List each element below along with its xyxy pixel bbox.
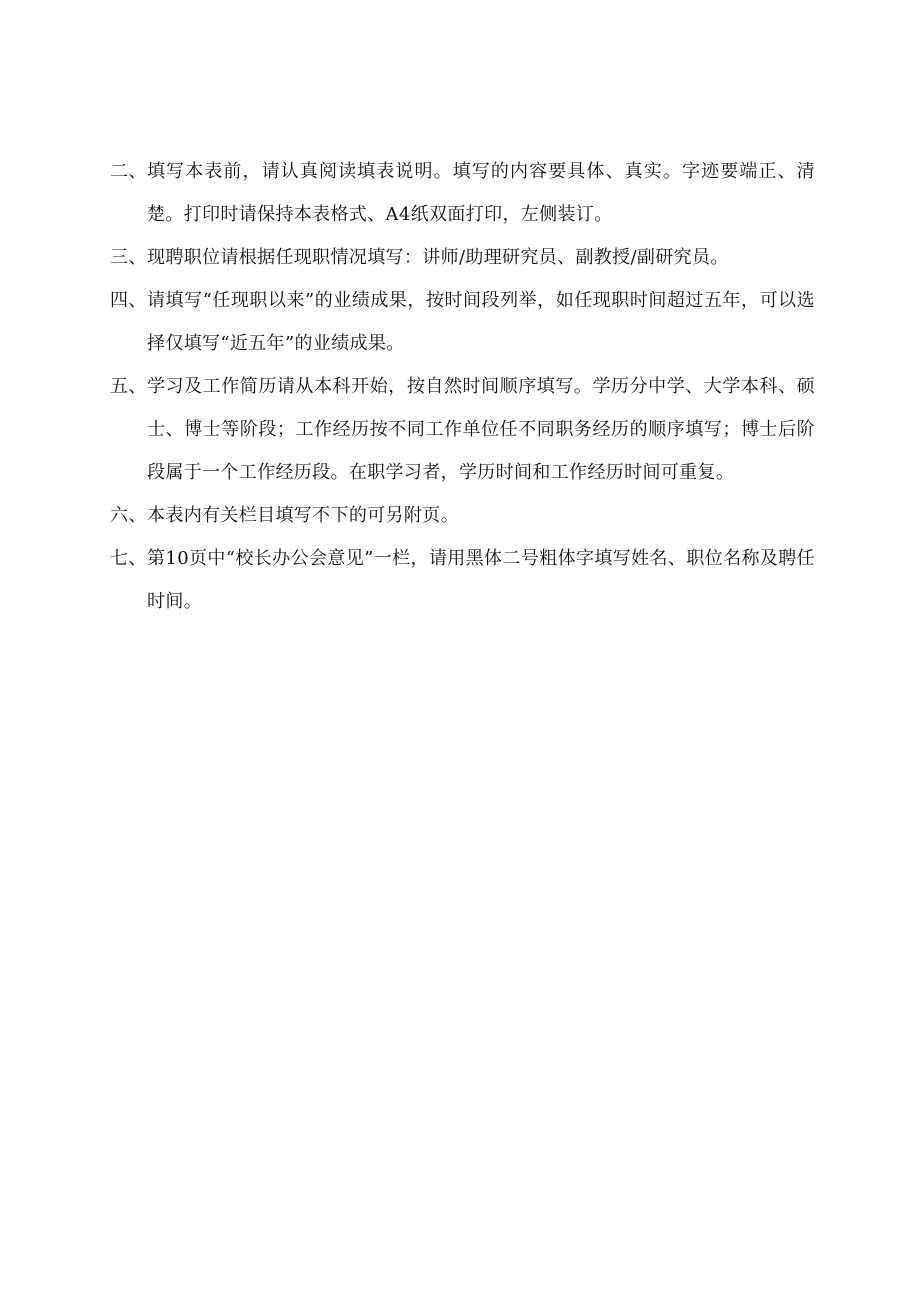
instruction-text: 第10页中“校长办公会意见”一栏，请用黑体二号粗体字填写姓名、职位名称及聘任时间。: [147, 548, 815, 612]
instruction-item-2: [110, 150, 815, 236]
instruction-item-4: [110, 279, 815, 365]
instruction-number: 七、: [110, 548, 147, 569]
instruction-text: 学习及工作简历请从本科开始，按自然时间顺序填写。学历分中学、大学本科、硕士、博士等阶段；工作经历按不同工作单位任不同职务经历的顺序填写；博士后阶段属于一个工作经历段。在职学习者，学历时间和工作经历时间可重复。: [147, 376, 815, 483]
instruction-text: 请填写“任现职以来”的业绩成果，按时间段列举，如任现职时间超过五年，可以选择仅填写“近五年”的业绩成果。: [147, 290, 815, 354]
instruction-number: 三、: [110, 247, 147, 268]
instruction-list: [110, 150, 815, 623]
instruction-item-5: [110, 365, 815, 494]
instruction-number: 四、: [110, 290, 147, 311]
instruction-number: 二、: [110, 161, 147, 182]
instruction-number: 五、: [110, 376, 147, 397]
instruction-text: 填写本表前，请认真阅读填表说明。填写的内容要具体、真实。字迹要端正、清楚。打印时请保持本表格式、A4纸双面打印，左侧装订。: [147, 161, 815, 225]
instruction-item-6: [110, 494, 815, 537]
instruction-number: 六、: [110, 505, 147, 526]
instruction-text: 本表内有关栏目填写不下的可另附页。: [147, 505, 459, 526]
instruction-text: 现聘职位请根据任现职情况填写：讲师/助理研究员、副教授/副研究员。: [147, 247, 729, 268]
instruction-item-7: [110, 537, 815, 623]
instruction-item-3: [110, 236, 815, 279]
